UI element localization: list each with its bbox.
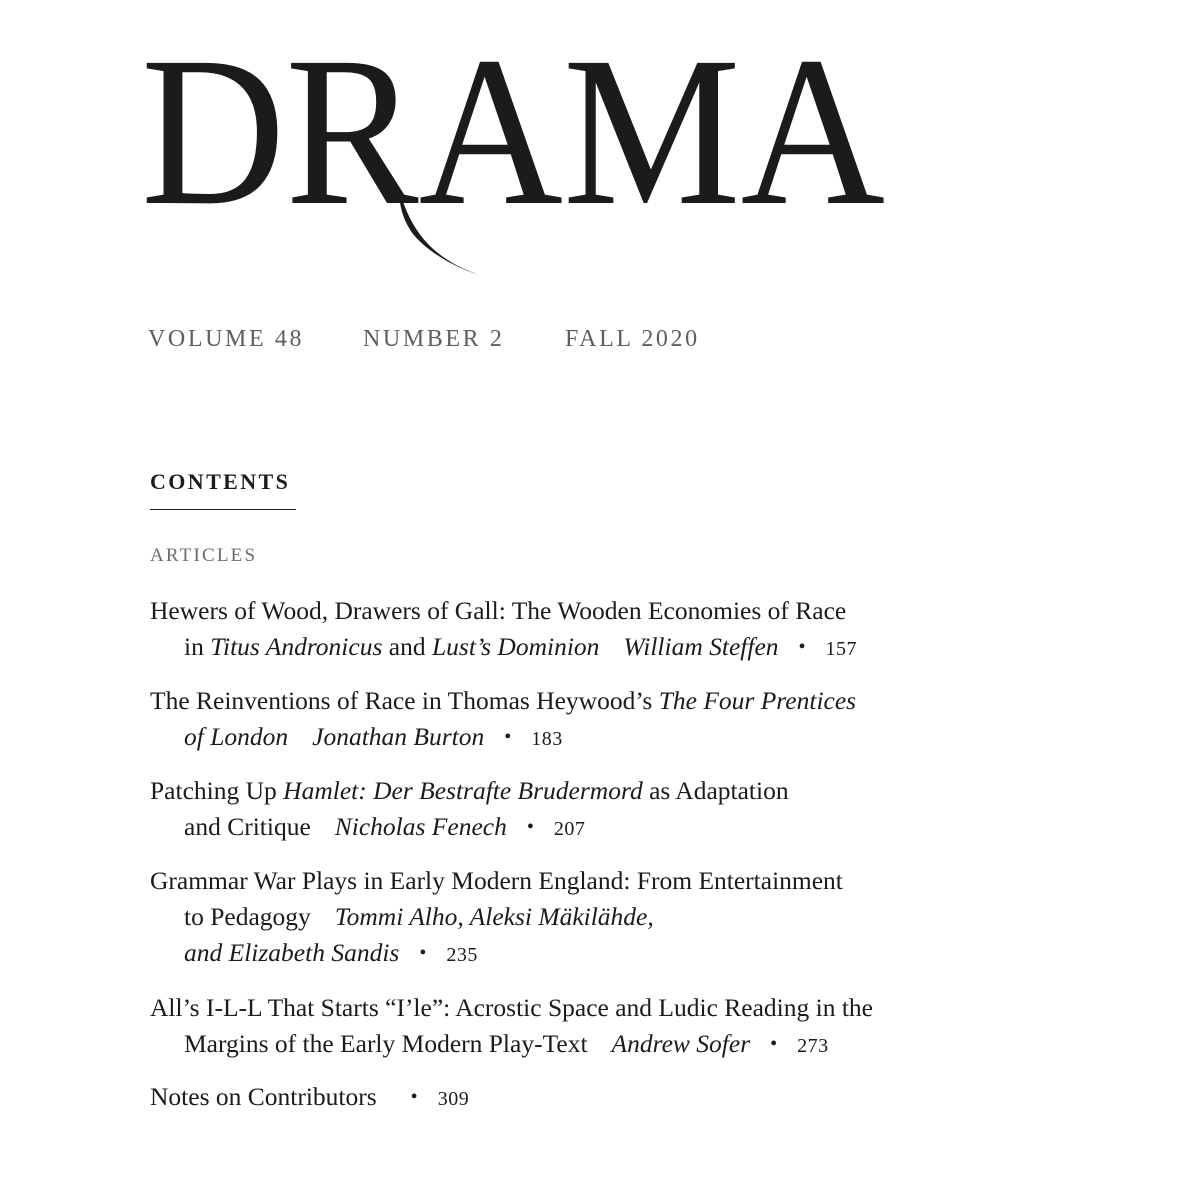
- separator-bullet: •: [526, 816, 534, 838]
- article-author: William Steffen: [623, 632, 779, 661]
- article-title-part: to Pedagogy: [184, 902, 311, 931]
- article-title: Patching Up: [150, 776, 284, 805]
- article-title-part: Margins of the Early Modern Play-Text: [184, 1029, 588, 1058]
- page-number: 273: [797, 1035, 829, 1057]
- issue-number: NUMBER 2: [363, 326, 505, 352]
- article-title: All’s I-L-L That Starts “I’le”: Acrostic Space and Ludic Reading in the: [150, 993, 873, 1022]
- toc-entry-notes[interactable]: [150, 1079, 970, 1117]
- contents-heading: CONTENTS: [150, 469, 291, 494]
- page-number: 309: [437, 1088, 470, 1110]
- toc-title-line: [150, 863, 970, 899]
- toc-entry[interactable]: [150, 683, 970, 773]
- toc-entry[interactable]: [150, 863, 970, 990]
- toc-title-line: [150, 935, 970, 973]
- toc-title-line: [150, 629, 970, 667]
- article-title-italic: Titus Andronicus: [210, 632, 383, 661]
- toc-title-line: [150, 899, 970, 935]
- toc-entry[interactable]: [150, 990, 970, 1079]
- masthead-logo: [141, 38, 901, 288]
- separator-bullet: •: [419, 942, 427, 964]
- toc-entry[interactable]: [150, 593, 970, 683]
- article-title-italic: The Four Prentices: [658, 686, 857, 715]
- article-title-part: in: [184, 632, 211, 661]
- toc-title-line: [150, 990, 970, 1026]
- page-number: 183: [531, 728, 563, 750]
- issue-line: [148, 326, 700, 353]
- toc-title-line: [150, 809, 970, 847]
- article-title-part: as Adaptation: [642, 776, 789, 805]
- masthead: [141, 38, 901, 288]
- article-title-part: and: [382, 632, 432, 661]
- separator-bullet: •: [410, 1086, 418, 1108]
- separator-bullet: •: [504, 726, 512, 748]
- issue-volume: VOLUME 48: [148, 326, 305, 352]
- article-title: Hewers of Wood, Drawers of Gall: The Wooden Economies of Race: [150, 596, 847, 625]
- article-title-part: and Critique: [184, 812, 311, 841]
- toc-title-line: [150, 773, 970, 809]
- article-title: Grammar War Plays in Early Modern England: From Entertainment: [150, 866, 843, 895]
- section-label-articles: ARTICLES: [150, 545, 258, 566]
- table-of-contents: [150, 593, 970, 1117]
- toc-entry[interactable]: [150, 773, 970, 863]
- toc-title-line: [150, 1079, 970, 1117]
- issue-season: FALL 2020: [565, 326, 700, 352]
- toc-title-line: [150, 1026, 970, 1064]
- article-author: Andrew Sofer: [611, 1029, 751, 1058]
- page-number: 235: [446, 944, 478, 966]
- article-title: The Reinventions of Race in Thomas Heywood’s: [150, 686, 659, 715]
- article-author: Nicholas Fenech: [334, 812, 507, 841]
- page-number: 207: [553, 818, 586, 840]
- article-author: Tommi Alho, Aleksi Mäkilähde,: [334, 902, 654, 931]
- separator-bullet: •: [798, 636, 806, 658]
- article-author: and Elizabeth Sandis: [184, 938, 400, 967]
- toc-title-line: [150, 593, 970, 629]
- article-title-italic: Hamlet: Der Bestrafte Brudermord: [283, 776, 643, 805]
- toc-title-line: [150, 683, 970, 719]
- journal-title: DRAMA: [141, 38, 885, 250]
- article-title-italic: of London: [184, 722, 289, 751]
- separator-bullet: •: [770, 1033, 778, 1055]
- article-title-italic: Lust’s Dominion: [431, 632, 600, 661]
- page-number: 157: [825, 638, 858, 660]
- toc-title-line: [150, 719, 970, 757]
- article-author: Jonathan Burton: [312, 722, 485, 751]
- notes-label: Notes on Contributors: [150, 1082, 377, 1111]
- contents-underline: [150, 509, 296, 510]
